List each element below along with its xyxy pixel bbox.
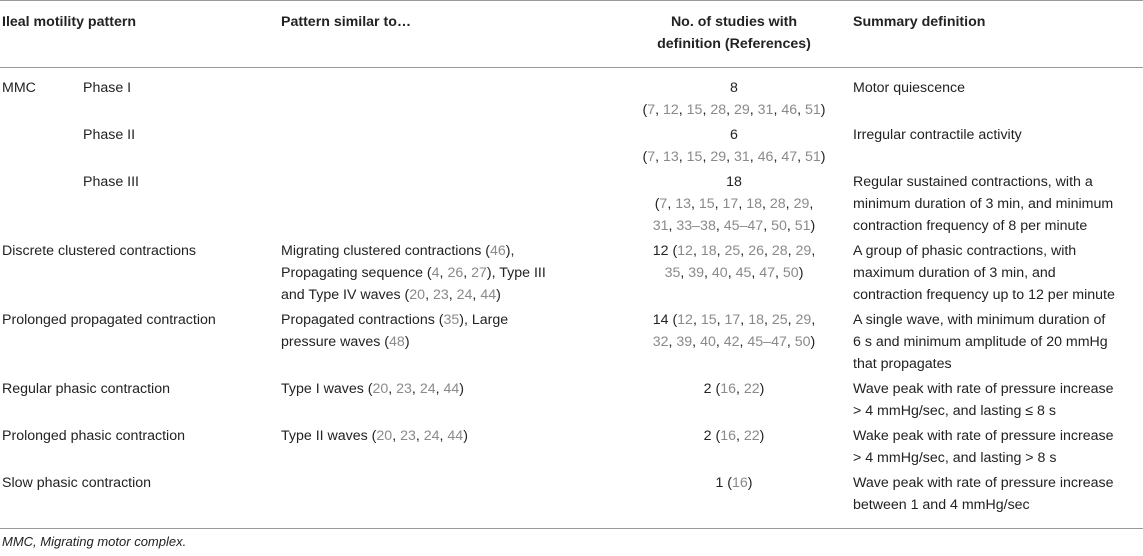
studies-line <box>614 331 854 353</box>
top-rule <box>0 0 1143 1</box>
cell-text: , <box>797 102 806 118</box>
row-sublabel: Phase III <box>83 174 139 190</box>
reference-link[interactable]: 51 <box>794 218 811 234</box>
row-label: Discrete clustered contractions <box>2 243 196 259</box>
reference-link[interactable]: 51 <box>805 102 821 118</box>
cell-text: Propagated contractions ( <box>281 312 444 328</box>
cell-text: , <box>472 287 481 303</box>
similar-line <box>281 331 410 353</box>
cell-text: , <box>775 265 783 281</box>
cell-text: , <box>716 243 725 259</box>
header-rule <box>0 67 1143 68</box>
reference-link[interactable]: 27 <box>471 265 487 281</box>
cell-text: , <box>692 312 701 328</box>
studies-line <box>614 240 854 262</box>
reference-link[interactable]: 18 <box>700 243 717 259</box>
studies-line <box>614 262 854 284</box>
reference-link[interactable]: 47 <box>759 265 776 281</box>
row-sublabel: Phase II <box>83 127 136 143</box>
summary-line: between 1 and 4 mmHg/sec <box>853 497 1030 513</box>
cell-text: Migrating clustered contractions ( <box>281 243 490 259</box>
summary-line: contraction frequency up to 12 per minute <box>853 287 1115 303</box>
cell-text: , <box>811 243 816 259</box>
cell-text: 18 <box>726 174 742 190</box>
reference-link[interactable]: 15 <box>698 196 715 212</box>
reference-link[interactable]: 29 <box>795 312 812 328</box>
cell-text: ), <box>505 243 515 259</box>
similar-line <box>281 284 501 306</box>
cell-text: Type II waves ( <box>281 428 377 444</box>
cell-text: , <box>702 102 711 118</box>
cell-text: ) <box>810 334 816 350</box>
reference-link[interactable]: 25 <box>724 243 741 259</box>
cell-text: , <box>714 196 723 212</box>
summary-line: > 4 mmHg/sec, and lasting ≤ 8 s <box>853 403 1056 419</box>
similar-line <box>281 262 546 284</box>
cell-text: , <box>763 243 772 259</box>
reference-link[interactable]: 29 <box>795 243 812 259</box>
cell-text: and Type IV waves ( <box>281 287 410 303</box>
reference-link[interactable]: 12 <box>677 312 693 328</box>
studies-line <box>614 193 854 215</box>
reference-link[interactable]: 50 <box>782 265 799 281</box>
cell-text: , <box>751 265 760 281</box>
reference-link[interactable]: 23 <box>432 287 449 303</box>
cell-text: , <box>678 102 687 118</box>
summary-line: A single wave, with minimum duration of <box>853 312 1106 328</box>
cell-text: ) <box>759 428 765 444</box>
reference-link[interactable]: 51 <box>805 149 821 165</box>
reference-link[interactable]: 22 <box>743 428 760 444</box>
bottom-rule <box>0 528 1143 529</box>
cell-text: , <box>411 381 420 397</box>
reference-link[interactable]: 35 <box>664 265 681 281</box>
reference-link[interactable]: 4 <box>431 265 440 281</box>
reference-link[interactable]: 48 <box>389 334 405 350</box>
cell-text: , <box>667 196 676 212</box>
cell-text: , <box>463 265 472 281</box>
cell-text: , <box>738 196 747 212</box>
reference-link[interactable]: 35 <box>443 312 460 328</box>
cell-text: , <box>678 149 687 165</box>
cell-text: ( <box>642 149 648 165</box>
reference-link[interactable]: 42 <box>723 334 740 350</box>
header-studies-line1: No. of studies with <box>670 14 798 30</box>
cell-text: , <box>735 428 744 444</box>
cell-text: , <box>702 149 711 165</box>
reference-link[interactable]: 32 <box>652 334 669 350</box>
studies-line <box>614 309 854 331</box>
header-pattern: Ileal motility pattern <box>2 14 137 30</box>
reference-link[interactable]: 45 <box>735 265 752 281</box>
header-studies-line2: definition (References) <box>657 36 811 52</box>
summary-line: > 4 mmHg/sec, and lasting > 8 s <box>853 450 1057 466</box>
reference-link[interactable]: 46 <box>781 102 798 118</box>
cell-text: ) <box>496 287 501 303</box>
cell-text: , <box>715 334 724 350</box>
cell-text: 2 ( <box>703 428 721 444</box>
cell-text: , <box>749 102 758 118</box>
reference-link[interactable]: 44 <box>447 428 464 444</box>
summary-line: Irregular contractile activity <box>853 127 1022 143</box>
reference-link[interactable]: 26 <box>748 243 764 259</box>
reference-link[interactable]: 31 <box>652 218 669 234</box>
cell-text: , <box>704 265 712 281</box>
cell-text: ) <box>463 428 468 444</box>
cell-text: ) <box>820 102 826 118</box>
row-sublabel: Phase I <box>83 80 132 96</box>
studies-line <box>614 425 854 447</box>
reference-link[interactable]: 46 <box>757 149 774 165</box>
reference-link[interactable]: 44 <box>443 381 460 397</box>
reference-link[interactable]: 25 <box>771 312 788 328</box>
cell-text: , <box>786 218 795 234</box>
cell-text: ) <box>798 265 804 281</box>
cell-text: , <box>690 196 699 212</box>
studies-line <box>614 378 854 400</box>
reference-link[interactable]: 23 <box>396 381 412 397</box>
reference-link[interactable]: 16 <box>720 381 736 397</box>
reference-link[interactable]: 29 <box>734 102 750 118</box>
reference-link[interactable]: 7 <box>659 196 668 212</box>
row-label: Prolonged phasic contraction <box>2 428 185 444</box>
cell-text: ) <box>459 381 464 397</box>
reference-link[interactable]: 24 <box>456 287 473 303</box>
reference-link[interactable]: 24 <box>423 428 440 444</box>
cell-text: , <box>439 265 448 281</box>
reference-link[interactable]: 29 <box>710 149 727 165</box>
reference-link[interactable]: 24 <box>419 381 436 397</box>
footnote: MMC, Migrating motor complex. <box>2 534 187 549</box>
reference-link[interactable]: 16 <box>720 428 736 444</box>
summary-line: A group of phasic contractions, with <box>853 243 1077 259</box>
cell-text: , <box>740 312 749 328</box>
studies-line <box>614 146 854 168</box>
cell-text: , <box>425 287 433 303</box>
reference-link[interactable]: 44 <box>480 287 497 303</box>
summary-line: minimum duration of 3 min, and minimum <box>853 196 1114 212</box>
cell-text: 14 ( <box>652 312 678 328</box>
cell-text: ) <box>404 334 410 350</box>
cell-text: , <box>797 149 806 165</box>
reference-link[interactable]: 45–47 <box>723 218 764 234</box>
cell-text: , <box>726 102 734 118</box>
reference-link[interactable]: 15 <box>700 312 717 328</box>
cell-text: Type I waves ( <box>281 381 373 397</box>
reference-link[interactable]: 47 <box>781 149 798 165</box>
cell-text: 2 ( <box>703 381 721 397</box>
cell-text: ( <box>642 102 648 118</box>
summary-line: 6 s and minimum amplitude of 20 mmHg <box>853 334 1108 350</box>
similar-line <box>281 240 514 262</box>
summary-line: Motor quiescence <box>853 80 965 96</box>
cell-text: , <box>811 312 816 328</box>
cell-text: ) <box>747 475 753 491</box>
reference-link[interactable]: 50 <box>771 218 787 234</box>
reference-link[interactable]: 16 <box>732 475 748 491</box>
summary-line: contraction frequency of 8 per minute <box>853 218 1088 234</box>
cell-text: , <box>655 102 663 118</box>
reference-link[interactable]: 28 <box>771 243 788 259</box>
summary-line: Wave peak with rate of pressure increase <box>853 381 1114 397</box>
row-label: Prolonged propagated contraction <box>2 312 216 328</box>
cell-text: , <box>692 243 701 259</box>
cell-text: 1 ( <box>715 475 733 491</box>
studies-line <box>614 171 854 193</box>
row-label: Slow phasic contraction <box>2 475 152 491</box>
cell-text: , <box>773 149 782 165</box>
studies-line <box>614 215 854 237</box>
row-label: MMC <box>2 80 36 96</box>
reference-link[interactable]: 31 <box>734 149 750 165</box>
reference-link[interactable]: 23 <box>400 428 416 444</box>
cell-text: Propagating sequence ( <box>281 265 432 281</box>
cell-text: , <box>809 196 814 212</box>
cell-text: , <box>749 149 758 165</box>
reference-link[interactable]: 18 <box>746 196 762 212</box>
reference-link[interactable]: 15 <box>686 102 703 118</box>
cell-text: ) <box>810 218 816 234</box>
cell-text: 6 <box>730 127 738 143</box>
cell-text: , <box>763 218 772 234</box>
cell-text: , <box>388 381 397 397</box>
reference-link[interactable]: 33–38 <box>676 218 716 234</box>
cell-text: , <box>787 243 796 259</box>
cell-text: , <box>727 265 736 281</box>
reference-link[interactable]: 12 <box>677 243 693 259</box>
cell-text: , <box>415 428 424 444</box>
reference-link[interactable]: 31 <box>757 102 774 118</box>
cell-text: 12 ( <box>652 243 678 259</box>
reference-link[interactable]: 39 <box>676 334 693 350</box>
reference-link[interactable]: 26 <box>447 265 464 281</box>
cell-text: , <box>668 218 677 234</box>
similar-line <box>281 425 468 447</box>
reference-link[interactable]: 28 <box>710 102 727 118</box>
summary-line: Regular sustained contractions, with a <box>853 174 1093 190</box>
row-label: Regular phasic contraction <box>2 381 170 397</box>
cell-text: , <box>785 196 794 212</box>
reference-link[interactable]: 40 <box>700 334 716 350</box>
reference-link[interactable]: 17 <box>722 196 739 212</box>
summary-line: Wake peak with rate of pressure increase <box>853 428 1114 444</box>
cell-text: , <box>448 287 457 303</box>
reference-link[interactable]: 20 <box>372 381 389 397</box>
cell-text: , <box>787 312 796 328</box>
cell-text: , <box>716 312 725 328</box>
reference-link[interactable]: 13 <box>662 149 679 165</box>
cell-text: ) <box>820 149 826 165</box>
similar-line <box>281 309 508 331</box>
reference-link[interactable]: 28 <box>769 196 786 212</box>
cell-text: , <box>773 102 782 118</box>
reference-link[interactable]: 40 <box>711 265 728 281</box>
reference-link[interactable]: 15 <box>686 149 703 165</box>
studies-line <box>614 124 854 146</box>
studies-line <box>614 472 854 494</box>
cell-text: pressure waves ( <box>281 334 390 350</box>
studies-line <box>614 77 854 99</box>
reference-link[interactable]: 17 <box>724 312 741 328</box>
reference-link[interactable]: 22 <box>743 381 760 397</box>
reference-link[interactable]: 13 <box>675 196 691 212</box>
summary-line: maximum duration of 3 min, and <box>853 265 1056 281</box>
cell-text: , <box>763 312 772 328</box>
reference-link[interactable]: 20 <box>376 428 393 444</box>
cell-text: ( <box>654 196 660 212</box>
cell-text: , <box>655 149 663 165</box>
cell-text: ), Type III <box>486 265 546 281</box>
reference-link[interactable]: 18 <box>748 312 764 328</box>
reference-link[interactable]: 46 <box>489 243 506 259</box>
header-similar: Pattern similar to… <box>281 14 412 30</box>
cell-text: ), Large <box>459 312 509 328</box>
summary-line: that propagates <box>853 356 952 372</box>
reference-link[interactable]: 29 <box>793 196 810 212</box>
reference-link[interactable]: 7 <box>647 102 656 118</box>
header-summary: Summary definition <box>853 14 986 30</box>
cell-text: , <box>668 334 677 350</box>
cell-text: , <box>762 196 770 212</box>
studies-line <box>614 99 854 121</box>
cell-text: ) <box>759 381 765 397</box>
reference-link[interactable]: 20 <box>409 287 426 303</box>
reference-link[interactable]: 12 <box>662 102 679 118</box>
cell-text: , <box>680 265 689 281</box>
cell-text: , <box>739 334 748 350</box>
cell-text: , <box>692 334 701 350</box>
reference-link[interactable]: 50 <box>794 334 811 350</box>
cell-text: 8 <box>730 80 738 96</box>
cell-text: , <box>392 428 401 444</box>
cell-text: , <box>786 334 795 350</box>
cell-text: , <box>435 381 444 397</box>
cell-text: , <box>439 428 448 444</box>
cell-text: , <box>726 149 734 165</box>
similar-line <box>281 378 464 400</box>
cell-text: , <box>715 218 724 234</box>
summary-line: Wave peak with rate of pressure increase <box>853 475 1114 491</box>
reference-link[interactable]: 7 <box>647 149 656 165</box>
cell-text: , <box>740 243 749 259</box>
reference-link[interactable]: 39 <box>688 265 705 281</box>
cell-text: , <box>735 381 744 397</box>
reference-link[interactable]: 45–47 <box>747 334 787 350</box>
